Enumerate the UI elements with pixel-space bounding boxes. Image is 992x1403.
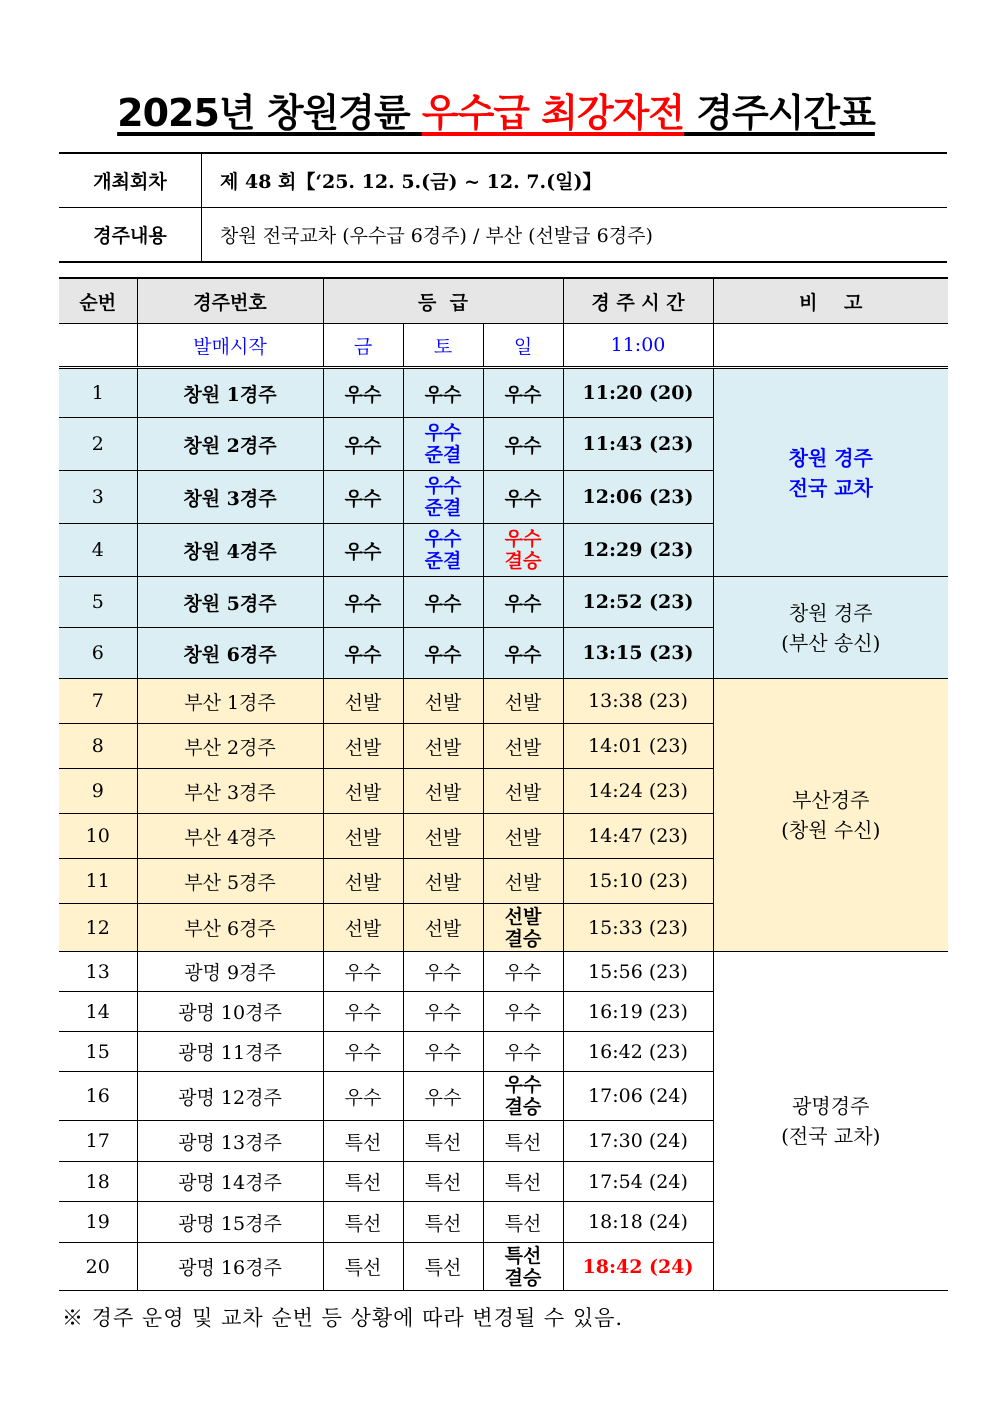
grade-fri: 특선: [323, 1243, 403, 1291]
race-time: 16:19 (23): [563, 992, 713, 1032]
grade-sun-text: 우수 결승: [504, 528, 542, 572]
grade-sat: [403, 471, 483, 524]
grade-sat: 우수: [403, 628, 483, 679]
grade-fri: 선발: [323, 904, 403, 952]
race-no: 8: [59, 724, 137, 769]
header-grade: 등 급: [323, 278, 563, 324]
footer-notice: ※ 경주 운영 및 교차 순번 등 상황에 따라 변경될 수 있음.: [62, 1306, 624, 1330]
grade-sat: 선발: [403, 679, 483, 724]
day-fri: 금: [323, 324, 403, 368]
title-suffix: 경주시간표: [684, 91, 875, 135]
note-line: 광명경주: [792, 1094, 870, 1118]
grade-sat: 특선: [403, 1121, 483, 1162]
header-note: 비 고: [713, 278, 948, 324]
race-name: 창원 3경주: [137, 471, 323, 524]
grade-sun: 선발: [483, 724, 563, 769]
race-row: [59, 679, 948, 724]
grade-sat: 선발: [403, 769, 483, 814]
grade-sun: 우수: [483, 992, 563, 1032]
grade-sat: 특선: [403, 1162, 483, 1202]
grade-sun: 선발: [483, 769, 563, 814]
race-time: 14:47 (23): [563, 814, 713, 859]
sale-start-row: [59, 324, 948, 368]
race-time: 14:24 (23): [563, 769, 713, 814]
grade-sun: 선발: [483, 859, 563, 904]
race-time: 18:42 (24): [563, 1243, 713, 1291]
race-no: 20: [59, 1243, 137, 1291]
race-no: 13: [59, 952, 137, 992]
header-row: [59, 278, 948, 324]
grade-sat: [403, 524, 483, 577]
grade-sat: 우수: [403, 1032, 483, 1072]
race-name: 창원 6경주: [137, 628, 323, 679]
grade-sun: 우수: [483, 952, 563, 992]
title-prefix: 2025년 창원경륜: [117, 91, 422, 135]
grade-sun: 선발: [483, 814, 563, 859]
grade-sat: 우수: [403, 992, 483, 1032]
race-name: 부산 4경주: [137, 814, 323, 859]
race-time: 16:42 (23): [563, 1032, 713, 1072]
grade-sat: 선발: [403, 859, 483, 904]
race-time: 17:30 (24): [563, 1121, 713, 1162]
note-changwon-national: [713, 368, 948, 577]
race-no: 9: [59, 769, 137, 814]
grade-fri: 특선: [323, 1162, 403, 1202]
race-time: 12:52 (23): [563, 577, 713, 628]
race-no: 7: [59, 679, 137, 724]
grade-sun-text: 선발 결승: [504, 905, 542, 950]
grade-fri: 특선: [323, 1202, 403, 1243]
race-time: 15:33 (23): [563, 904, 713, 952]
race-name: 광명 12경주: [137, 1072, 323, 1121]
race-name: 창원 2경주: [137, 418, 323, 471]
race-name: 광명 11경주: [137, 1032, 323, 1072]
grade-sat: 선발: [403, 904, 483, 952]
sale-note: [713, 324, 948, 368]
race-time: 15:56 (23): [563, 952, 713, 992]
race-name: 부산 1경주: [137, 679, 323, 724]
info-row-session: [59, 153, 947, 208]
grade-fri: 우수: [323, 524, 403, 577]
race-name: 창원 5경주: [137, 577, 323, 628]
info-label: 경주내용: [59, 208, 202, 263]
grade-sat: 특선: [403, 1243, 483, 1291]
grade-sat: 우수: [403, 368, 483, 418]
grade-sun-text: 우수 결승: [504, 1074, 542, 1118]
grade-sun: 우수: [483, 368, 563, 418]
race-no: 10: [59, 814, 137, 859]
grade-sun: 선발: [483, 679, 563, 724]
race-name: 창원 4경주: [137, 524, 323, 577]
grade-sun: [483, 1072, 563, 1121]
grade-fri: 우수: [323, 577, 403, 628]
day-sat: 토: [403, 324, 483, 368]
race-time: 12:06 (23): [563, 471, 713, 524]
race-no: 15: [59, 1032, 137, 1072]
header-time: 경 주 시 간: [563, 278, 713, 324]
grade-sun: [483, 904, 563, 952]
grade-fri: 선발: [323, 769, 403, 814]
info-label: 개최회차: [59, 153, 202, 208]
note-changwon-to-busan: [713, 577, 948, 679]
grade-sat-text: 우수 준결: [424, 528, 462, 572]
grade-sun: 우수: [483, 418, 563, 471]
grade-fri: 선발: [323, 679, 403, 724]
grade-fri: 우수: [323, 952, 403, 992]
race-name: 부산 3경주: [137, 769, 323, 814]
race-time: 17:54 (24): [563, 1162, 713, 1202]
grade-fri: 선발: [323, 724, 403, 769]
race-no: 4: [59, 524, 137, 577]
race-name: 광명 13경주: [137, 1121, 323, 1162]
race-name: 부산 6경주: [137, 904, 323, 952]
race-time: 12:29 (23): [563, 524, 713, 577]
note-line: 창원 경주: [788, 600, 873, 625]
race-time: 11:43 (23): [563, 418, 713, 471]
race-time: 13:15 (23): [563, 628, 713, 679]
sale-empty: [59, 324, 137, 368]
race-no: 14: [59, 992, 137, 1032]
race-no: 17: [59, 1121, 137, 1162]
grade-sat-text: 우수 준결: [424, 422, 462, 466]
grade-fri: 우수: [323, 992, 403, 1032]
grade-sat: 우수: [403, 577, 483, 628]
grade-fri: 우수: [323, 471, 403, 524]
note-busan: [713, 679, 948, 952]
grade-sun-text: 특선 결승: [504, 1244, 542, 1289]
grade-sat: 우수: [403, 952, 483, 992]
note-line: 창원 경주: [788, 445, 873, 470]
grade-fri: 우수: [323, 1032, 403, 1072]
header-order: 순번: [59, 278, 137, 324]
note-line: (전국 교차): [781, 1124, 881, 1148]
grade-sat: 선발: [403, 814, 483, 859]
info-row-content: [59, 208, 947, 263]
race-time: 15:10 (23): [563, 859, 713, 904]
info-value: 창원 전국교차 (우수급 6경주) / 부산 (선발급 6경주): [202, 208, 948, 263]
race-no: 12: [59, 904, 137, 952]
race-row: [59, 368, 948, 418]
race-row: [59, 952, 948, 992]
grade-sun: 특선: [483, 1162, 563, 1202]
grade-sun: 특선: [483, 1121, 563, 1162]
grade-sat: 선발: [403, 724, 483, 769]
note-gwangmyeong: [713, 952, 948, 1291]
grade-sun: 우수: [483, 577, 563, 628]
race-row: [59, 577, 948, 628]
race-name: 광명 14경주: [137, 1162, 323, 1202]
race-no: 3: [59, 471, 137, 524]
race-name: 부산 5경주: [137, 859, 323, 904]
race-time: 18:18 (24): [563, 1202, 713, 1243]
note-line: 부산경주: [792, 788, 870, 812]
grade-fri: 우수: [323, 1072, 403, 1121]
race-name: 부산 2경주: [137, 724, 323, 769]
race-name: 창원 1경주: [137, 368, 323, 418]
page-title: [0, 88, 992, 138]
race-name: 광명 10경주: [137, 992, 323, 1032]
grade-sun: 우수: [483, 628, 563, 679]
note-line: (부산 송신): [781, 630, 881, 655]
grade-fri: 우수: [323, 418, 403, 471]
grade-sun: [483, 524, 563, 577]
race-time: 13:38 (23): [563, 679, 713, 724]
grade-sat: [403, 418, 483, 471]
race-no: 5: [59, 577, 137, 628]
day-sun: 일: [483, 324, 563, 368]
race-no: 18: [59, 1162, 137, 1202]
race-no: 6: [59, 628, 137, 679]
title-highlight: 우수급 최강자전: [421, 91, 685, 135]
race-no: 16: [59, 1072, 137, 1121]
race-no: 1: [59, 368, 137, 418]
grade-sun: 특선: [483, 1202, 563, 1243]
grade-sat: 우수: [403, 1072, 483, 1121]
race-time: 14:01 (23): [563, 724, 713, 769]
race-time: 17:06 (24): [563, 1072, 713, 1121]
grade-sun: 우수: [483, 471, 563, 524]
grade-fri: 선발: [323, 859, 403, 904]
race-no: 11: [59, 859, 137, 904]
race-name: 광명 15경주: [137, 1202, 323, 1243]
race-no: 19: [59, 1202, 137, 1243]
race-time: 11:20 (20): [563, 368, 713, 418]
grade-sat: 특선: [403, 1202, 483, 1243]
race-no: 2: [59, 418, 137, 471]
race-schedule-table: [59, 277, 948, 1291]
grade-sun: 우수: [483, 1032, 563, 1072]
grade-sun: [483, 1243, 563, 1291]
grade-fri: 특선: [323, 1121, 403, 1162]
header-race: 경주번호: [137, 278, 323, 324]
info-value: 제 48 회【‘25. 12. 5.(금) ~ 12. 7.(일)】: [202, 153, 948, 208]
grade-fri: 선발: [323, 814, 403, 859]
note-line: (창원 수신): [781, 818, 881, 842]
note-line: 전국 교차: [788, 475, 873, 500]
grade-fri: 우수: [323, 368, 403, 418]
grade-fri: 우수: [323, 628, 403, 679]
race-name: 광명 16경주: [137, 1243, 323, 1291]
race-name: 광명 9경주: [137, 952, 323, 992]
sale-label: 발매시작: [137, 324, 323, 368]
sale-time: 11:00: [563, 324, 713, 368]
meet-info-table: [59, 152, 947, 263]
grade-sat-text: 우수 준결: [424, 475, 462, 519]
